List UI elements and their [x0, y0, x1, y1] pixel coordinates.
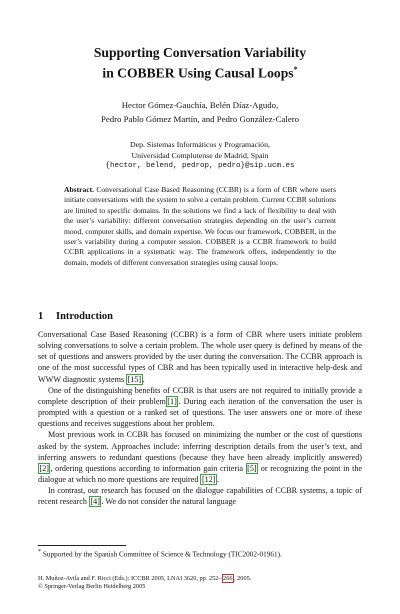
paragraph-1-end: .: [142, 374, 145, 384]
section-title: Introduction: [56, 311, 113, 322]
imprint-year: , 2005.: [234, 575, 252, 582]
title-line-1: Supporting Conversation Variability: [93, 45, 307, 60]
footnote: [38, 548, 362, 559]
affiliation-line-2: Universidad Complutense de Madrid, Spain: [131, 151, 269, 161]
paper-title: [40, 44, 360, 82]
imprint-citation: H. Muñoz-Avila and F. Ricci (Eds.): ICCBR 2005, LNAI 3620, pp. 252–: [38, 575, 222, 582]
title-line-2-text: in COBBER Using Causal Loops: [102, 65, 294, 81]
paragraph-2-text-end: . During each iteration of the conversation the user is prompted with a question or a ranked set of questions. The user answers one or more of these questions and receives suggestions about her problem.: [38, 396, 363, 429]
paragraph-4: [38, 485, 362, 507]
imprint: [38, 575, 362, 591]
body-text: [38, 329, 362, 508]
title-line-2: [40, 61, 360, 82]
paragraph-2-text: One of the distinguishing benefits of CCBR is that users are not required to initially provide a complete description of their problem: [38, 385, 362, 406]
section-number: 1: [38, 311, 44, 322]
abstract: [64, 185, 336, 268]
authors-line-1: Hector Gómez-Gauchía, Belén Díaz-Agudo,: [121, 100, 279, 110]
affiliation-line-1: Dep. Sistemas Informáticos y Programación,: [130, 140, 270, 149]
section-heading: [38, 311, 113, 322]
authors-line-2: Pedro Pablo Gómez Martín, and Pedro González-Calero: [100, 113, 300, 124]
paragraph-3-end: .: [217, 475, 220, 485]
citation-12-link[interactable]: [12]: [201, 475, 216, 485]
affiliation: [40, 139, 360, 173]
citation-2-link[interactable]: [2]: [39, 463, 49, 473]
paragraph-1: [38, 329, 362, 385]
author-emails: {hector, belend, pedrop, pedro}@sip.ucm.es: [105, 162, 295, 171]
paragraph-3-text: Most previous work in CCBR has focused on minimizing the number or the cost of questions asked by the system. Approaches include: inferring description details from the user’s text, and inferring answers to redundant questions (because they have been already implicitly answered): [38, 430, 362, 462]
footnote-text: Supported by the Spanish Committee of Science & Technology (TIC2002-01961).: [42, 550, 282, 559]
paragraph-4-text: In contrast, our research has focused on the dialogue capabilities of CCBR systems, a topic of recent research: [38, 486, 362, 507]
author-list: [40, 99, 360, 126]
paragraph-3: [38, 429, 362, 485]
paragraph-3-text-b: , ordering questions according to information gain criteria: [50, 463, 243, 473]
citation-1-link[interactable]: [1]: [167, 396, 177, 406]
abstract-text: Conversational Case Based Reasoning (CCBR) is a form of CBR where users initiate conversations with the system to solve a certain problem. Current CCBR solutions are limited to specific domains. In the solutions we find a lack of flexibility to deal with the user’s variability: different conversation strategies depending on the user’s current mood, computer skills, and domain expertise. We focus our framework, COBBER, in the user’s variability during a computer session. COBBER is a CCBR framework to build CCBR applications in a systematic way. The framework offers, independently to the domain, models of different conversation strategies using causal loops.: [64, 185, 337, 267]
imprint-line-1: [38, 575, 362, 583]
imprint-line-2: © Springer-Verlag Berlin Heidelberg 2005: [38, 583, 146, 591]
title-footnote-mark: *: [293, 65, 298, 74]
paragraph-4-text-end: . We do not consider the natural language: [101, 497, 237, 507]
citation-4-link[interactable]: [4]: [90, 497, 100, 507]
footnote-rule: [38, 545, 126, 546]
paragraph-3-text-c: or recognizing the point in the dialogue at which no more questions are required: [38, 463, 363, 485]
abstract-label: Abstract.: [64, 185, 94, 194]
page-range-link[interactable]: 266: [223, 575, 233, 582]
paragraph-1-text: Conversational Case Based Reasoning (CCBR) is a form of CBR where users initiate problem solving conversations to solve a certain problem. The whole user query is defined by means of the set of questions and answers provided by the user during the conversation. The CCBR approach is one of the most successful types of CBR and has been typically used in interactive help-desk and WWW diagnostic systems: [38, 330, 362, 384]
footnote-mark: *: [38, 549, 42, 555]
citation-15-link[interactable]: [15]: [127, 374, 142, 384]
paragraph-2: [38, 385, 362, 430]
citation-5-link[interactable]: [5]: [247, 463, 257, 473]
